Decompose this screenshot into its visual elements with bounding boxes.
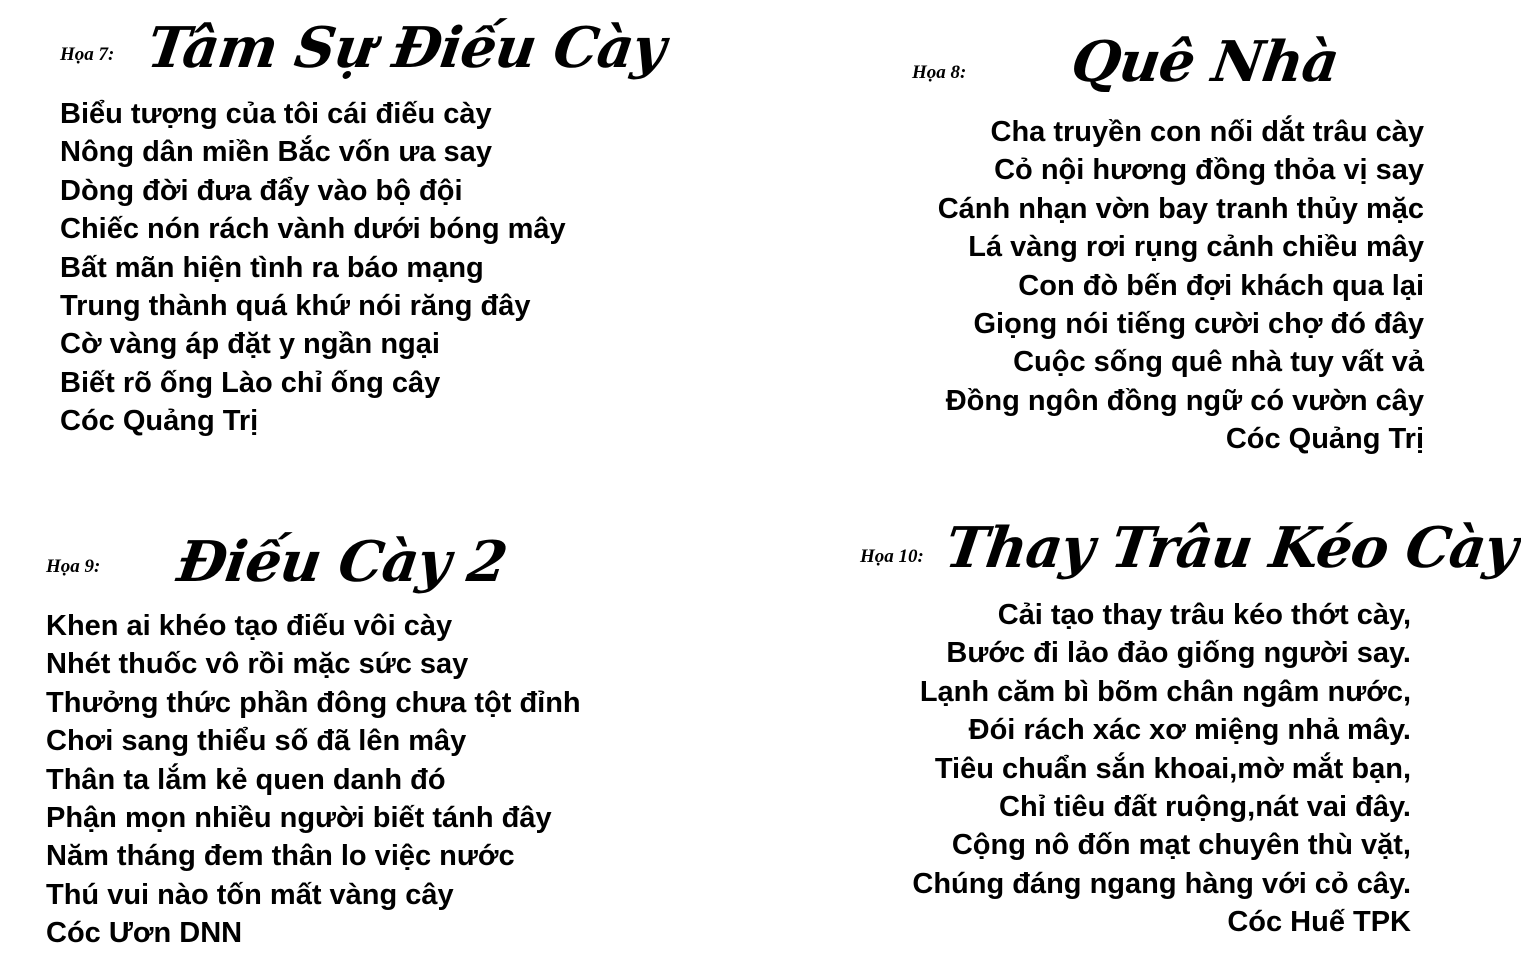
poem-header (0, 480, 720, 595)
poem-hoa-10 (720, 480, 1521, 960)
poem-line: Dòng đời đưa đẩy vào bộ đội (60, 174, 463, 207)
poem-hoa-9 (0, 480, 720, 960)
poem-line: Chiếc nón rách vành dưới bóng mây (60, 213, 566, 246)
poem-header (720, 0, 1440, 95)
poem-label: Họa 9: (46, 556, 101, 577)
poem-hoa-8 (720, 0, 1440, 480)
poem-line: Trung thành quá khứ nói răng đây (60, 290, 531, 323)
poem-title: Thay Trâu Kéo Cày (941, 515, 1521, 581)
poem-label: Họa 10: (860, 546, 924, 567)
poem-line: Đồng ngôn đồng ngữ có vườn cây (945, 384, 1424, 417)
poem-line: Phận mọn nhiều người biết tánh đây (46, 802, 552, 835)
poem-line: Tiêu chuẩn sắn khoai,mờ mắt bạn, (934, 752, 1411, 785)
poem-line: Cánh nhạn vờn bay tranh thủy mặc (937, 192, 1424, 225)
poem-line: Chơi sang thiểu số đã lên mây (46, 725, 467, 758)
poem-lines (912, 596, 1411, 942)
poem-line: Thân ta lắm kẻ quen danh đó (46, 763, 446, 796)
poem-line: Biểu tượng của tôi cái điếu cày (60, 98, 492, 130)
poem-line: Cờ vàng áp đặt y ngần ngại (60, 328, 440, 361)
poem-line: Cộng nô đốn mạt chuyên thù vặt, (951, 829, 1411, 862)
poem-signature: Cóc Quảng Trị (1225, 423, 1424, 456)
poem-header (720, 480, 1521, 581)
poem-lines (60, 95, 566, 441)
poem-line: Khen ai khéo tạo điếu vôi cày (46, 610, 453, 642)
poem-line: Biết rõ ống Lào chỉ ống cây (60, 366, 441, 399)
poem-lines (938, 113, 1424, 459)
poem-line: Thưởng thức phần đông chưa tột đỉnh (46, 686, 581, 719)
poem-title: Quê Nhà (1067, 29, 1343, 95)
poem-line: Bước đi lảo đảo giống người say. (946, 637, 1411, 670)
poem-title: Tâm Sự Điếu Cày (143, 15, 670, 81)
poem-hoa-7 (0, 0, 720, 480)
poem-header (0, 0, 720, 90)
poem-line: Nhét thuốc vô rồi mặc sức say (46, 648, 469, 681)
poem-line: Con đò bến đợi khách qua lại (1018, 269, 1424, 302)
poem-line: Năm tháng đem thân lo việc nước (46, 840, 515, 873)
poem-line: Đói rách xác xơ miệng nhả mây. (968, 714, 1411, 747)
poem-signature: Cóc Huế TPK (1227, 906, 1411, 939)
poem-line: Lạnh căm bì bõm chân ngâm nước, (919, 675, 1411, 708)
poem-lines (46, 607, 581, 953)
poem-line: Chúng đáng ngang hàng với cỏ cây. (912, 867, 1411, 900)
poem-title: Điếu Cày 2 (173, 529, 511, 595)
poem-line: Giọng nói tiếng cười chợ đó đây (973, 308, 1424, 341)
poem-line: Thú vui nào tốn mất vàng cây (46, 878, 454, 911)
poem-line: Lá vàng rơi rụng cảnh chiều mây (968, 231, 1424, 264)
poem-line: Cha truyền con nối dắt trâu cày (990, 116, 1424, 148)
poem-signature: Cóc Quảng Trị (60, 405, 259, 438)
poem-label: Họa 8: (912, 62, 967, 83)
poem-signature: Cóc Ươn DNN (46, 917, 243, 950)
poem-line: Bất mãn hiện tình ra báo mạng (60, 251, 484, 284)
poem-line: Cuộc sống quê nhà tuy vất vả (1013, 346, 1424, 379)
poem-line: Nông dân miền Bắc vốn ưa say (60, 136, 492, 169)
poem-line: Chỉ tiêu đất ruộng,nát vai đây. (999, 791, 1411, 824)
poem-line: Cải tạo thay trâu kéo thớt cày, (997, 599, 1411, 631)
poem-line: Cỏ nội hương đồng thỏa vị say (994, 154, 1424, 187)
poem-label: Họa 7: (60, 44, 115, 65)
